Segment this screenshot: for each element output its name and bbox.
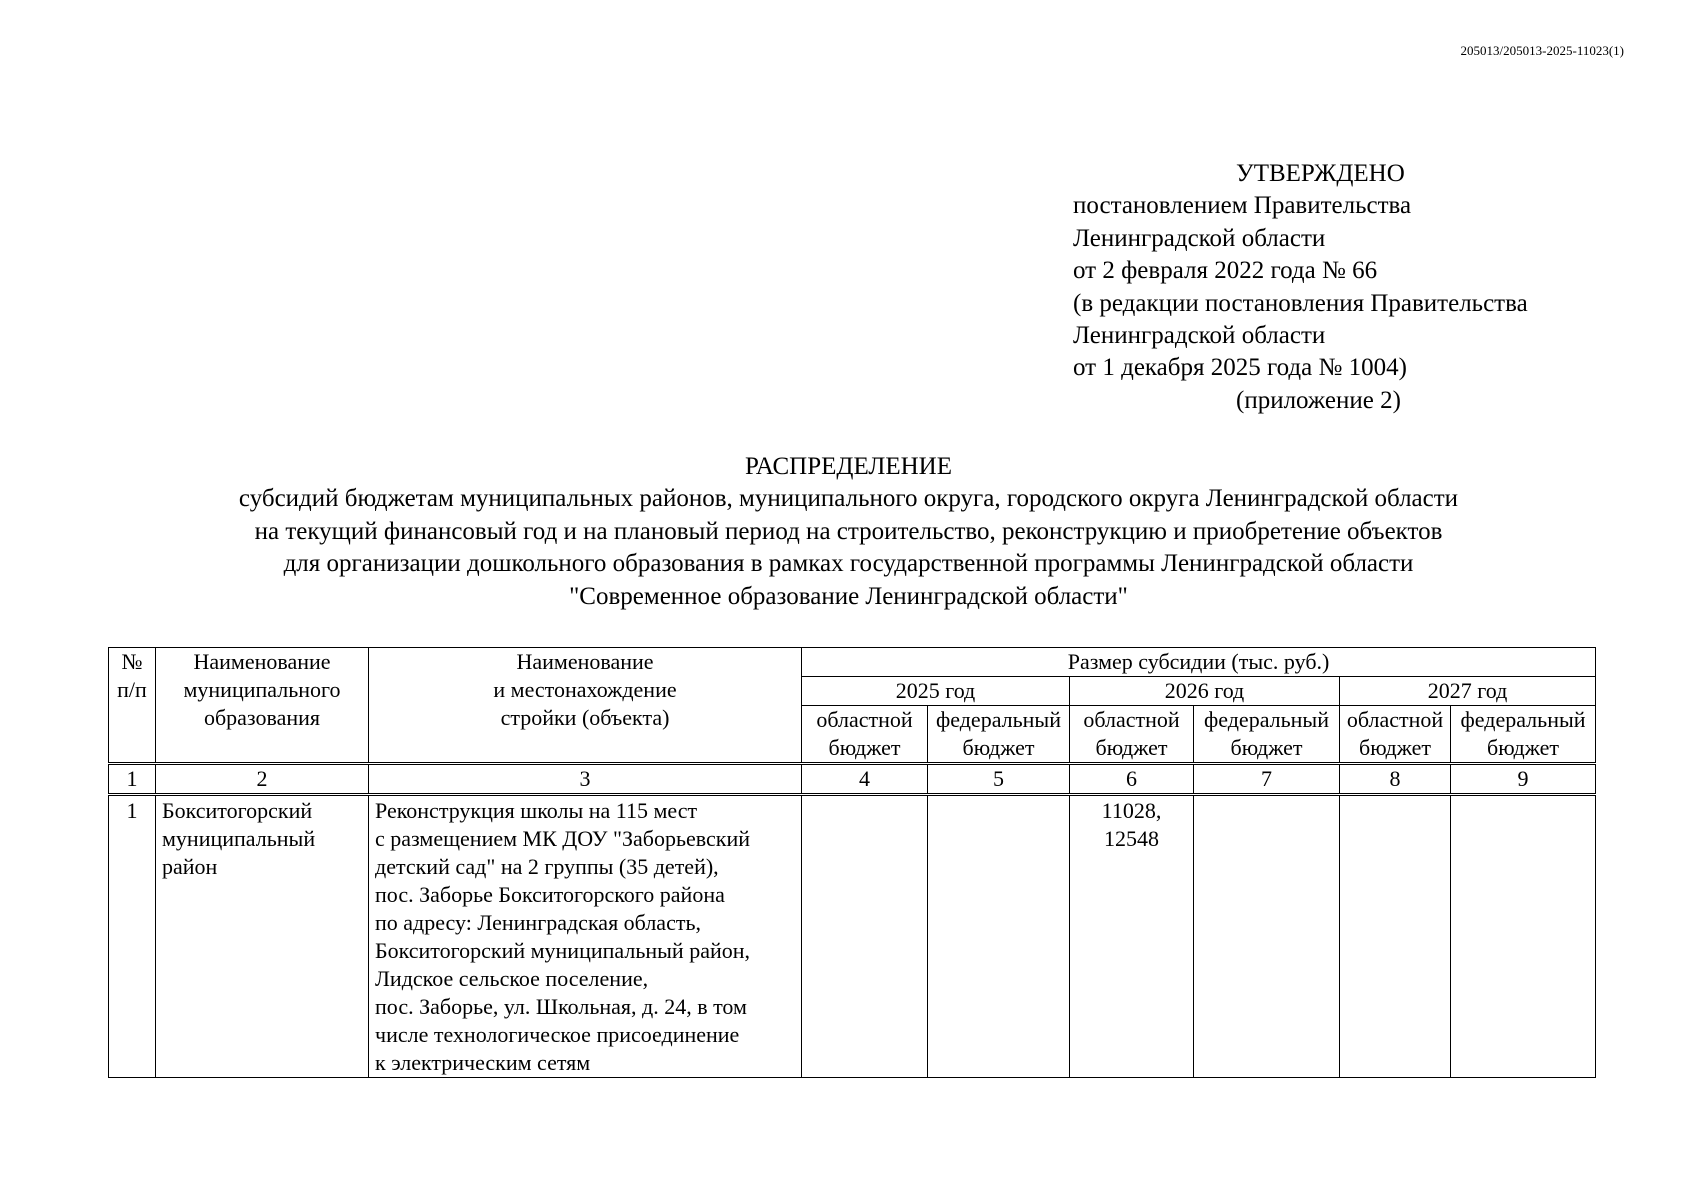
column-number: 4	[802, 764, 928, 795]
cell-2027-federal	[1451, 795, 1596, 1078]
column-number: 9	[1451, 764, 1596, 795]
title-line: субсидий бюджетам муниципальных районов, муниципального округа, городского округа Ленинградской области	[238, 485, 1459, 513]
title-line: "Современное образование Ленинградской области"	[569, 582, 1128, 610]
title-line: на текущий финансовый год и на плановый период на строительство, реконструкцию и приобретение объектов	[254, 517, 1443, 545]
row-number: 1	[109, 795, 156, 1078]
document-id: 205013/205013-2025-11023(1)	[1460, 43, 1624, 58]
approval-line: Ленинградской области	[1073, 224, 1326, 252]
header-year-2026: 2026 год	[1070, 677, 1340, 706]
header-year-2025: 2025 год	[802, 677, 1070, 706]
approval-appendix: (приложение 2)	[1236, 386, 1401, 414]
subsidy-table	[108, 647, 1596, 1078]
cell-2027-regional	[1340, 795, 1451, 1078]
cell-2025-regional	[802, 795, 928, 1078]
column-number: 8	[1340, 764, 1451, 795]
header-federal-budget: федеральный бюджет	[1194, 706, 1340, 764]
approval-stamp	[1073, 158, 1633, 417]
approval-line: (в редакции постановления Правительства	[1073, 289, 1528, 317]
header-number: № п/п	[109, 648, 156, 764]
cell-2026-federal	[1194, 795, 1340, 1078]
document-title	[0, 451, 1697, 613]
column-numbers-row	[109, 764, 1596, 795]
approval-line: постановлением Правительства	[1073, 192, 1412, 220]
column-number: 2	[156, 764, 369, 795]
approval-line: от 1 декабря 2025 года № 1004)	[1073, 354, 1407, 382]
header-object: Наименование и местонахождение стройки (объекта)	[369, 648, 802, 764]
title-line: для организации дошкольного образования в рамках государственной программы Ленинградской области	[283, 550, 1414, 578]
header-year-2027: 2027 год	[1340, 677, 1596, 706]
header-regional-budget: областной бюджет	[1070, 706, 1194, 764]
header-row	[109, 648, 1596, 677]
cell-2026-regional: 11028, 12548	[1070, 795, 1194, 1078]
row-object: Реконструкция школы на 115 мест с размещением МК ДОУ "Заборьевский детский сад" на 2 группы (35 детей), пос. Заборье Бокситогорского района по адресу: Ленинградская область, Бокситогорский муниципальный район, Лидское сельское поселение, пос. Заборье, ул. Школьная, д. 24, в том числе технологическое присоединение к электрическим сетям	[369, 795, 802, 1078]
header-subsidy: Размер субсидии (тыс. руб.)	[802, 648, 1596, 677]
column-number: 3	[369, 764, 802, 795]
table-row	[109, 795, 1596, 1078]
title-heading: РАСПРЕДЕЛЕНИЕ	[744, 453, 953, 480]
approval-line: Ленинградской области	[1073, 322, 1326, 350]
header-municipality: Наименование муниципального образования	[156, 648, 369, 764]
header-federal-budget: федеральный бюджет	[928, 706, 1070, 764]
approval-heading: УТВЕРЖДЕНО	[1236, 160, 1405, 187]
approval-line: от 2 февраля 2022 года № 66	[1073, 257, 1378, 285]
column-number: 5	[928, 764, 1070, 795]
cell-2025-federal	[928, 795, 1070, 1078]
header-regional-budget: областной бюджет	[802, 706, 928, 764]
header-federal-budget: федеральный бюджет	[1451, 706, 1596, 764]
row-municipality: Бокситогорский муниципальный район	[156, 795, 369, 1078]
column-number: 6	[1070, 764, 1194, 795]
header-regional-budget: областной бюджет	[1340, 706, 1451, 764]
column-number: 1	[109, 764, 156, 795]
column-number: 7	[1194, 764, 1340, 795]
